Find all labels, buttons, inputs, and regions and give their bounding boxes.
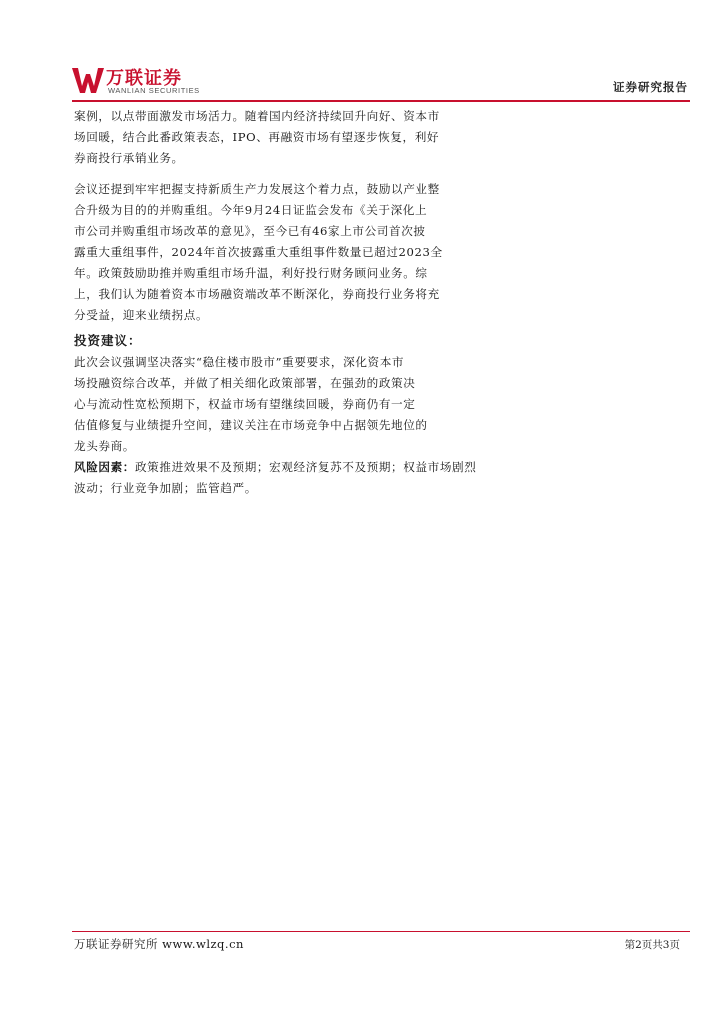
page-number: 第2页共3页 <box>624 939 680 951</box>
text-line: 市公司并购重组市场改革的意见》，至今已有46家上市公司首次披 <box>74 224 426 238</box>
text-line: 龙头券商。 <box>74 439 135 453</box>
text-line: 上，我们认为随着资本市场融资端改革不断深化，券商投行业务将充 <box>74 287 440 301</box>
paragraph-ipo <box>74 106 474 169</box>
text-line <box>74 457 494 478</box>
header-divider <box>72 100 690 102</box>
text-line: 场投融资综合改革，并做了相关细化政策部署，在强劲的政策决 <box>74 376 416 390</box>
footer-institute: 万联证券研究所 www.wlzq.cn <box>74 937 244 951</box>
text-line: 会议还提到牢牢把握支持新质生产力发展这个着力点，鼓励以产业整 <box>74 182 440 196</box>
page-header <box>72 64 690 100</box>
text-line: 波动；行业竞争加剧；监管趋严。 <box>74 481 257 495</box>
wanlian-logo-icon <box>72 66 106 94</box>
footer-divider <box>72 931 690 932</box>
logo-english-name: WANLIAN SECURITIES <box>108 86 200 95</box>
risk-factors-text: 政策推进效果不及预期；宏观经济复苏不及预期；权益市场剧烈 <box>134 460 477 474</box>
text-line: 场回暖，结合此番政策表态，IPO、再融资市场有望逐步恢复，利好 <box>74 130 440 144</box>
investment-advice-title: 投资建议： <box>74 333 142 348</box>
paragraph-advice <box>74 352 474 457</box>
text-line: 券商投行承销业务。 <box>74 151 184 165</box>
paragraph-gap <box>74 169 474 179</box>
text-line: 年。政策鼓励助推并购重组市场升温，利好投行财务顾问业务。综 <box>74 266 428 280</box>
text-line: 合升级为目的的并购重组。今年9月24日证监会发布《关于深化上 <box>74 203 428 217</box>
paragraph-mna <box>74 179 474 326</box>
text-line: 露重大重组事件，2024年首次披露重大重组事件数量已超过2023全 <box>74 245 443 259</box>
report-type-label: 证券研究报告 <box>613 80 688 94</box>
text-line: 估值修复与业绩提升空间，建议关注在市场竞争中占据领先地位的 <box>74 418 428 432</box>
text-line: 分受益，迎来业绩拐点。 <box>74 308 209 322</box>
risk-factors <box>74 457 494 499</box>
text-line: 案例，以点带面激发市场活力。随着国内经济持续回升向好、资本市 <box>74 109 440 123</box>
logo-chinese-name: 万联证券 <box>106 68 182 89</box>
text-line: 心与流动性宽松预期下，权益市场有望继续回暖，券商仍有一定 <box>74 397 416 411</box>
risk-factors-label: 风险因素： <box>74 460 135 474</box>
company-logo <box>72 64 212 98</box>
report-body <box>74 106 477 499</box>
text-line: 此次会议强调坚决落实“稳住楼市股市”重要要求，深化资本市 <box>74 355 405 369</box>
